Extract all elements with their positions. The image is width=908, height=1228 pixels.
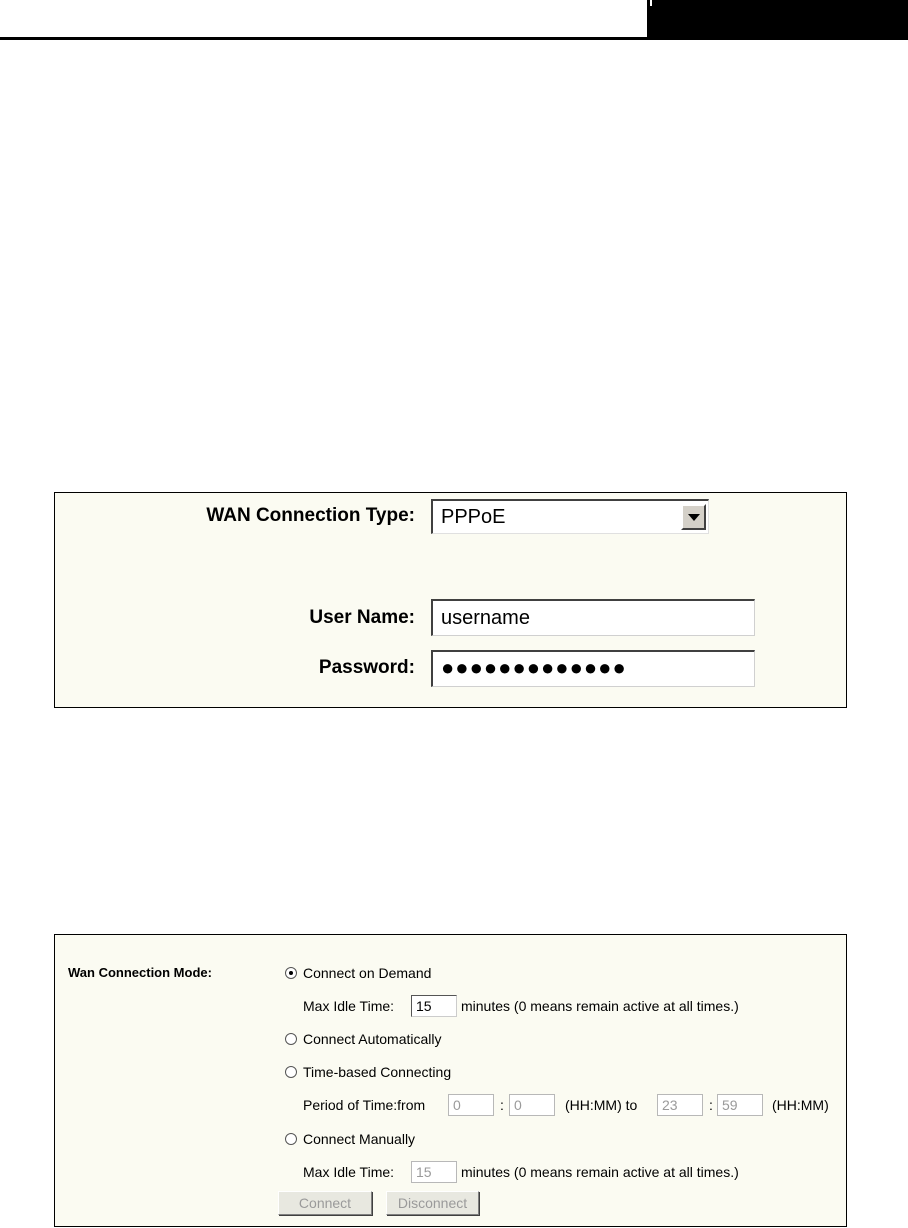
mode-label: Wan Connection Mode: — [68, 965, 212, 980]
to-colon: : — [709, 1097, 713, 1113]
disconnect-button[interactable]: Disconnect — [386, 1191, 479, 1215]
header-tab — [647, 0, 908, 37]
wan-mode-panel — [54, 934, 847, 1227]
header-tab-notch — [650, 0, 652, 6]
username-label: User Name: — [309, 607, 415, 628]
opt-manual-label: Connect Manually — [303, 1131, 416, 1147]
hhmm-to-label: (HH:MM) to — [565, 1097, 638, 1113]
to-minute-input[interactable]: 59 — [717, 1094, 763, 1116]
wan-type-label: WAN Connection Type: — [206, 505, 415, 526]
radio-connect-on-demand[interactable] — [285, 967, 297, 979]
opt-auto-label: Connect Automatically — [303, 1031, 442, 1047]
manual-idle-hint: minutes (0 means remain active at all times.) — [461, 1164, 739, 1180]
wan-settings-panel — [54, 492, 847, 708]
wan-type-select[interactable] — [431, 499, 709, 534]
connect-button[interactable]: Connect — [278, 1191, 372, 1215]
manual-idle-label: Max Idle Time: — [303, 1164, 395, 1180]
from-colon: : — [500, 1097, 504, 1113]
username-value: username — [441, 607, 530, 629]
chevron-down-icon[interactable] — [681, 504, 706, 530]
password-value: ●●●●●●●●●●●●● — [441, 655, 627, 680]
from-minute-input[interactable]: 0 — [509, 1094, 555, 1116]
password-label: Password: — [318, 657, 415, 678]
opt-time-label: Time-based Connecting — [303, 1064, 452, 1080]
radio-connect-automatically[interactable] — [285, 1033, 297, 1045]
period-label: Period of Time:from — [303, 1097, 426, 1113]
max-idle-input[interactable]: 15 — [411, 995, 457, 1017]
max-idle-hint: minutes (0 means remain active at all times.) — [461, 998, 739, 1014]
to-hour-input[interactable]: 23 — [657, 1094, 703, 1116]
radio-time-based[interactable] — [285, 1066, 297, 1078]
hhmm-label: (HH:MM) — [772, 1097, 829, 1113]
max-idle-label: Max Idle Time: — [303, 998, 395, 1014]
wan-type-value: PPPoE — [441, 506, 506, 528]
username-field[interactable] — [431, 599, 755, 636]
manual-idle-input[interactable]: 15 — [411, 1161, 457, 1183]
opt-demand-label: Connect on Demand — [303, 965, 432, 981]
header-rule — [0, 37, 908, 40]
password-field[interactable] — [431, 650, 755, 687]
from-hour-input[interactable]: 0 — [448, 1094, 494, 1116]
radio-connect-manually[interactable] — [285, 1133, 297, 1145]
